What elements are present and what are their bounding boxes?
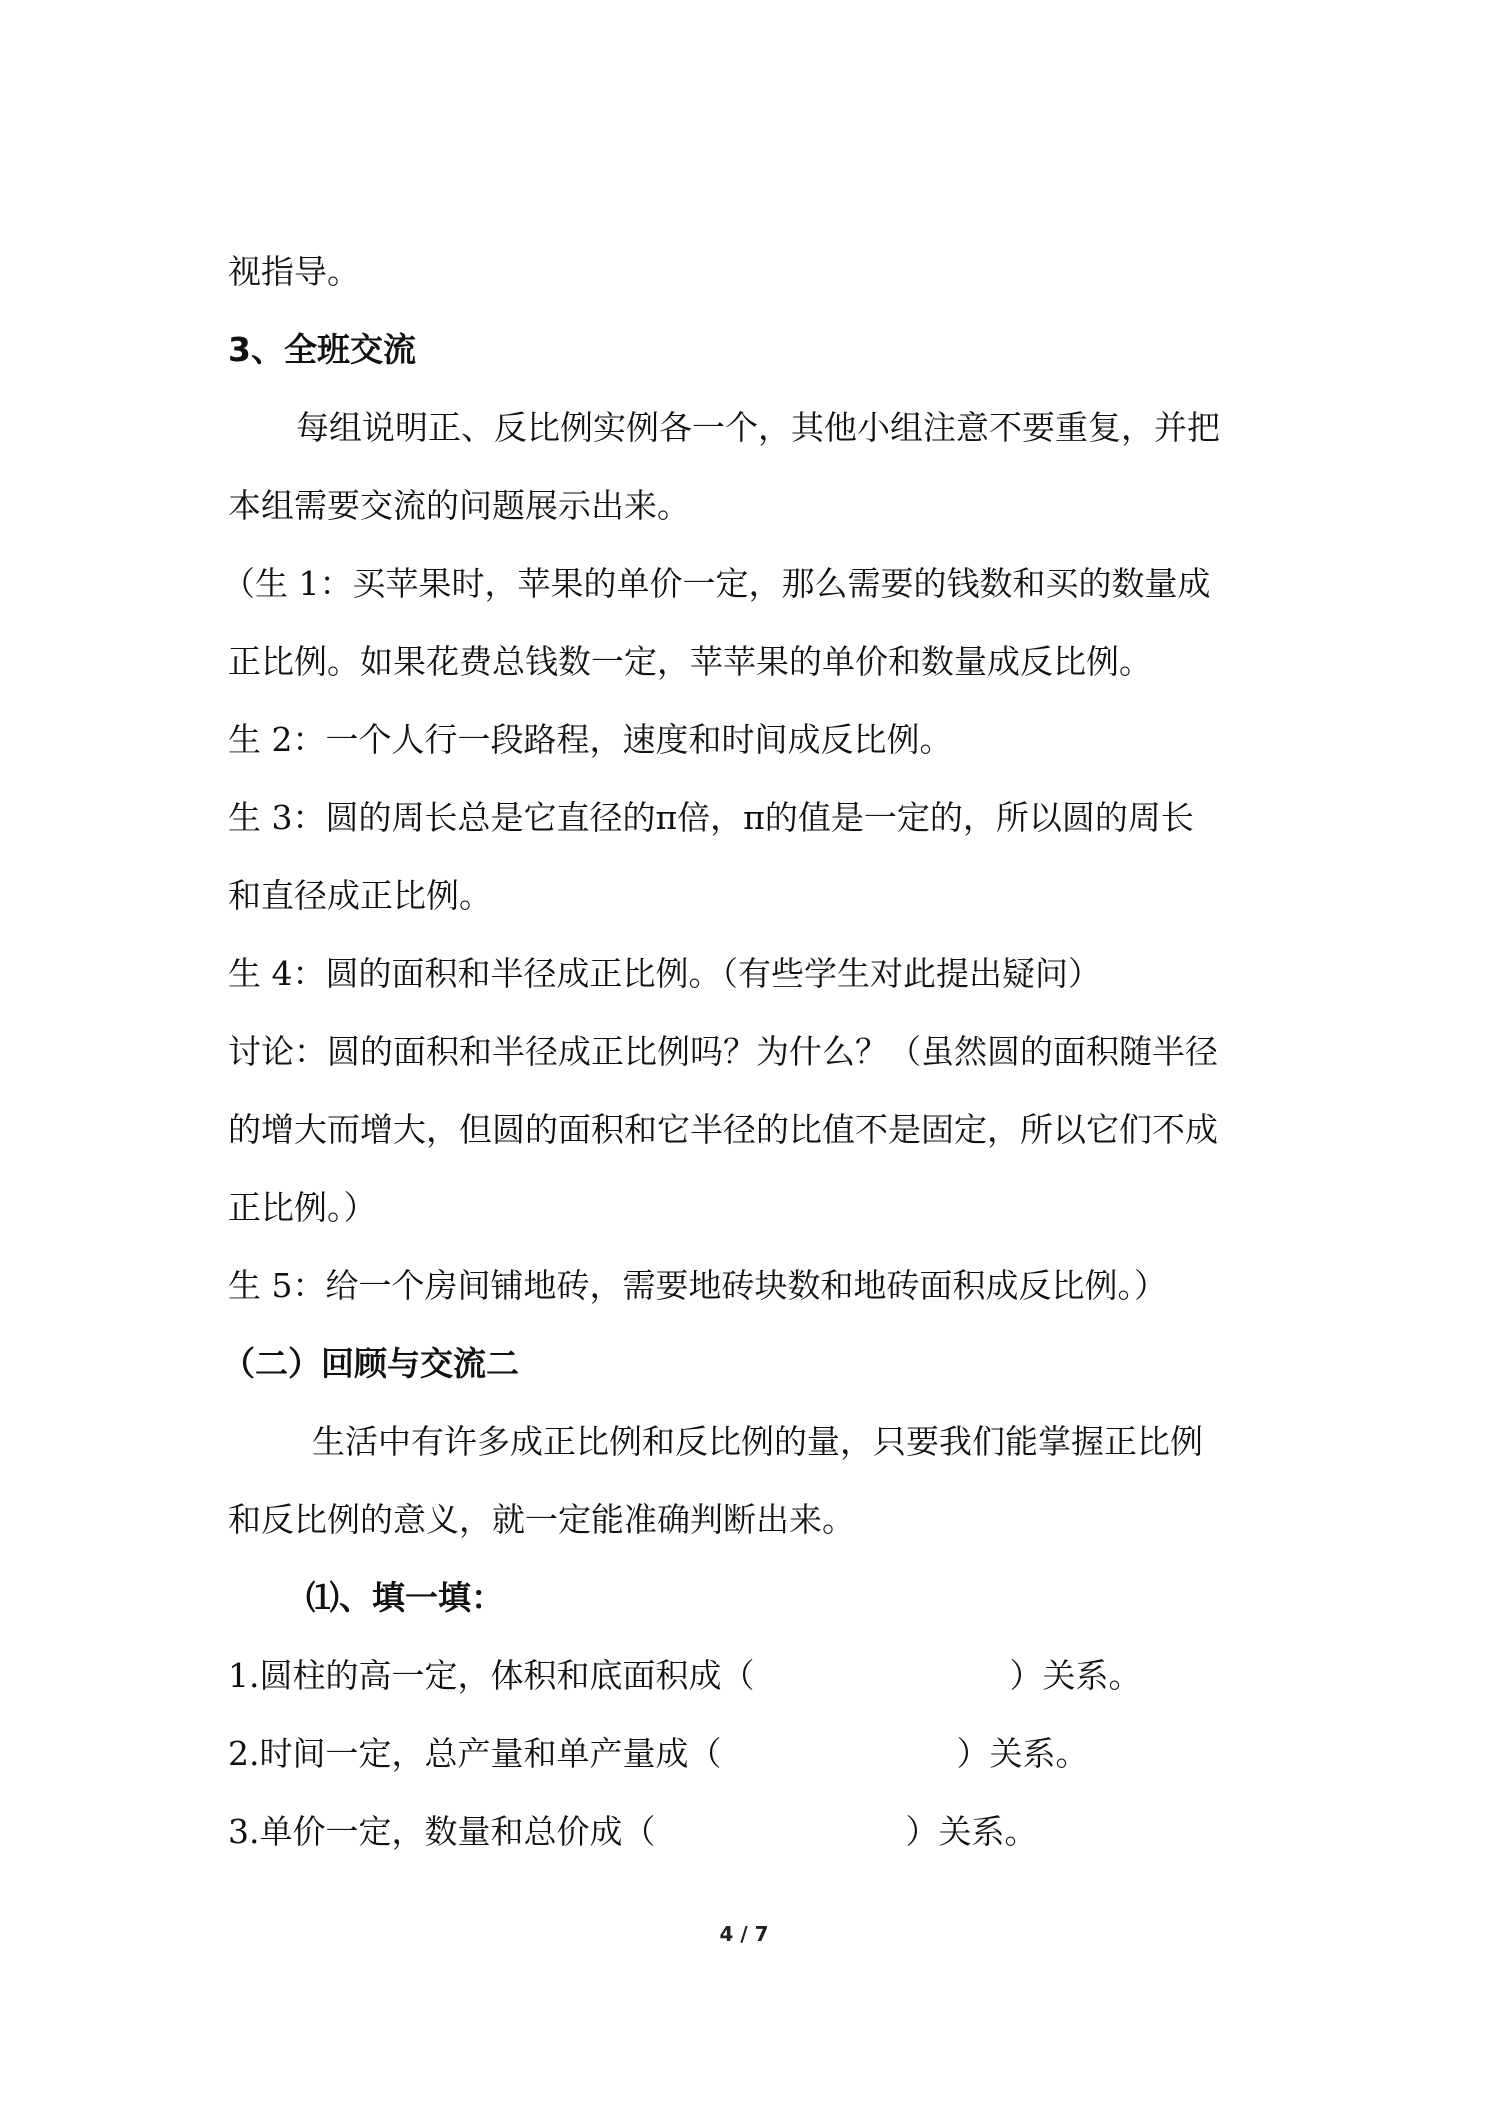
fill-in-text: ）关系。 [1009, 1656, 1142, 1695]
fill-in-item [228, 1654, 1142, 1698]
paragraph-line: 讨论：圆的面积和半径成正比例吗？为什么？（虽然圆的面积随半径 [228, 1032, 1218, 1071]
paragraph-line: 生 2：一个人行一段路程，速度和时间成反比例。 [228, 720, 953, 759]
fill-in-text: ）关系。 [956, 1734, 1089, 1773]
paragraph-line: 每组说明正、反比例实例各一个，其他小组注意不要重复，并把 [296, 408, 1220, 447]
paragraph-line: 的增大而增大，但圆的面积和它半径的比值不是固定，所以它们不成 [228, 1110, 1218, 1149]
subsection-heading: ⑴、填一填： [306, 1578, 504, 1617]
paragraph-line: （生 1：买苹果时，苹果的单价一定，那么需要的钱数和买的数量成 [222, 564, 1211, 603]
paragraph-line: 正比例。如果花费总钱数一定，苹苹果的单价和数量成反比例。 [228, 642, 1152, 681]
section-heading: （二）回顾与交流二 [222, 1344, 519, 1383]
paragraph-line: 和反比例的意义，就一定能准确判断出来。 [228, 1500, 855, 1539]
paragraph-line: 本组需要交流的问题展示出来。 [228, 486, 690, 525]
fill-in-text: 2.时间一定，总产量和单产量成（ [228, 1734, 722, 1773]
fill-in-item [228, 1810, 1038, 1854]
paragraph-line: 生 3：圆的周长总是它直径的π倍，π的值是一定的，所以圆的周长 [228, 798, 1194, 837]
fill-in-text: ）关系。 [905, 1812, 1038, 1851]
paragraph-line: 生 5：给一个房间铺地砖，需要地砖块数和地砖面积成反比例。） [228, 1266, 1167, 1305]
paragraph-line: 和直径成正比例。 [228, 876, 492, 915]
paragraph-line: 生活中有许多成正比例和反比例的量，只要我们能掌握正比例 [312, 1422, 1203, 1461]
fill-in-text: 1.圆柱的高一定，体积和底面积成（ [228, 1656, 755, 1695]
paragraph-line: 正比例。） [228, 1188, 377, 1227]
paragraph-line: 生 4：圆的面积和半径成正比例。（有些学生对此提出疑问） [228, 954, 1101, 993]
section-heading: 3、全班交流 [228, 330, 416, 369]
page-number: 4 / 7 [719, 1922, 769, 1946]
fill-in-item [228, 1732, 1089, 1776]
fill-in-text: 3.单价一定，数量和总价成（ [228, 1812, 656, 1851]
paragraph-line: 视指导。 [228, 252, 360, 291]
